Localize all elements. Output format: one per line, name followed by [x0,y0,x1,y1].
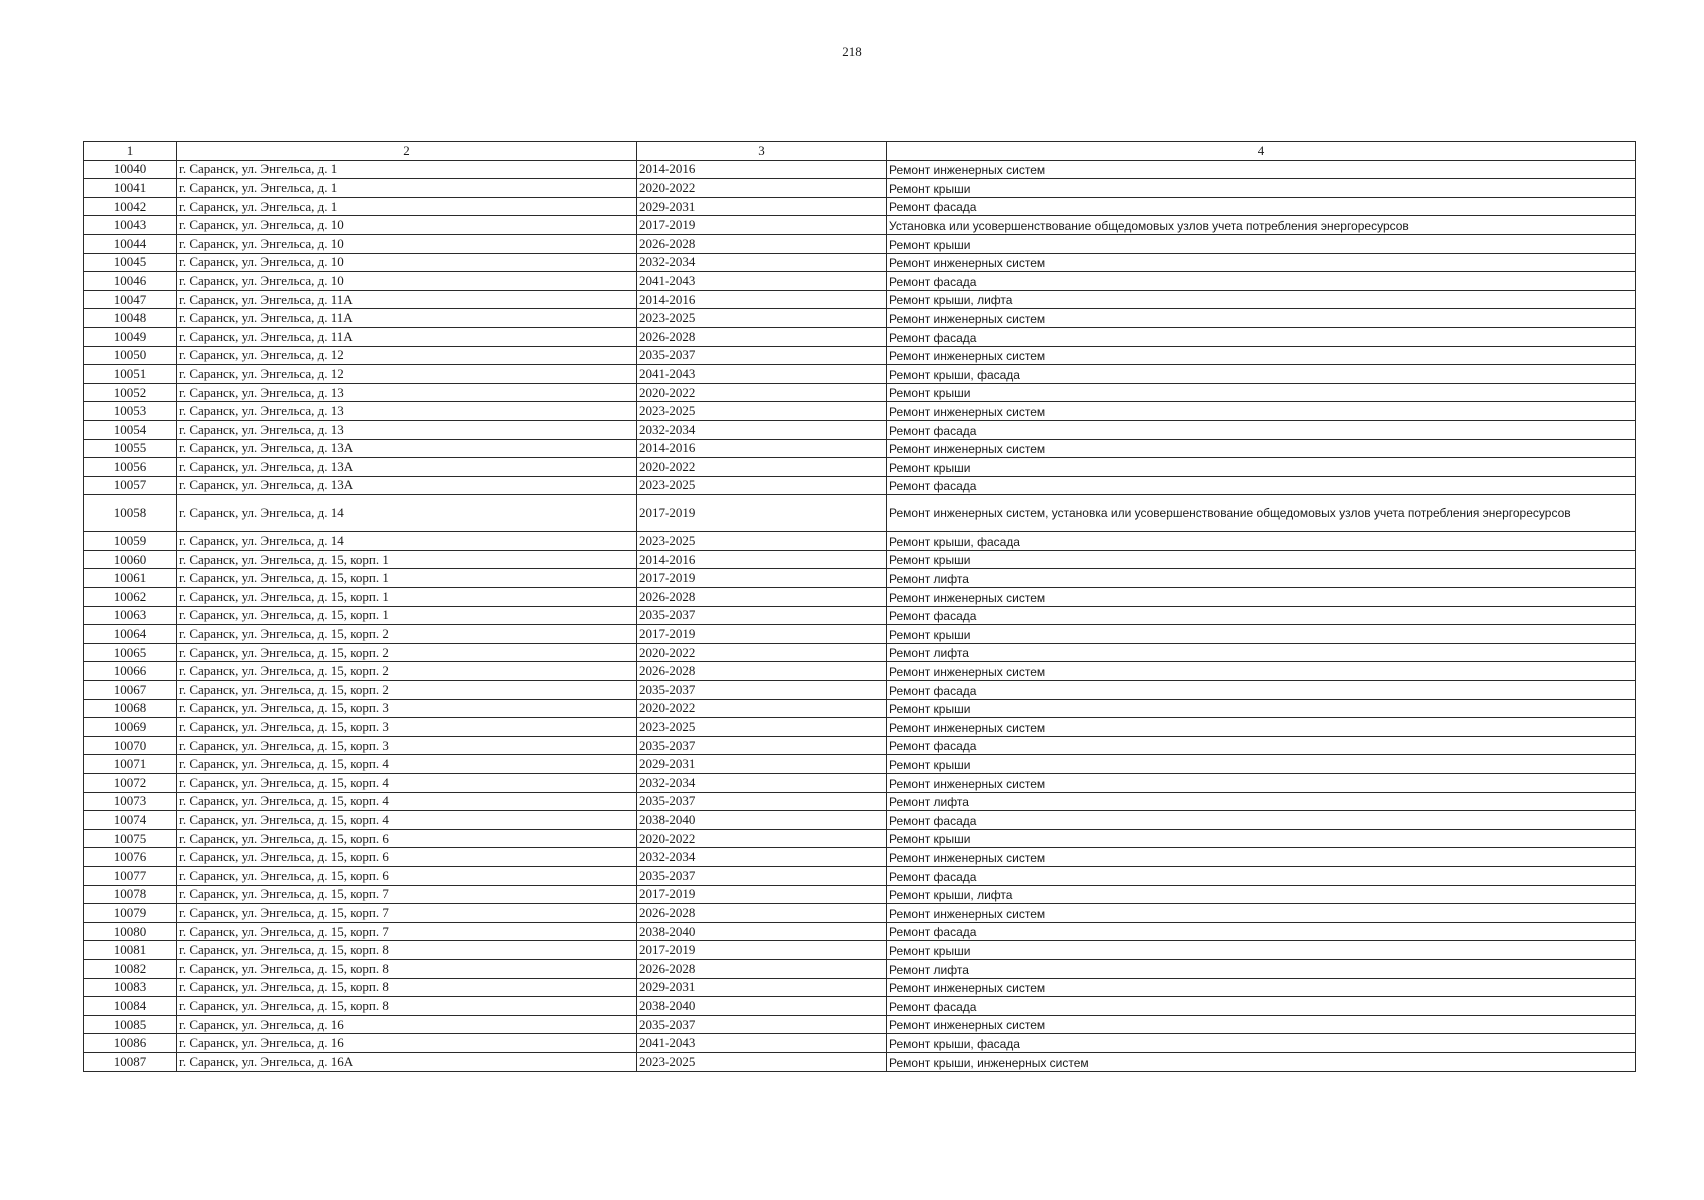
row-number-cell: 10062 [84,588,177,607]
row-number-cell: 10076 [84,848,177,867]
row-number-cell: 10040 [84,160,177,179]
table-row [84,402,1636,421]
row-number-cell: 10057 [84,476,177,495]
column-header: 1 [84,142,177,161]
address-cell: г. Саранск, ул. Энгельса, д. 15, корп. 1 [177,550,637,569]
table-row [84,904,1636,923]
period-cell: 2014-2016 [637,550,887,569]
period-cell: 2035-2037 [637,606,887,625]
period-cell: 2035-2037 [637,1015,887,1034]
work-type-cell: Ремонт лифта [887,959,1636,978]
period-cell: 2017-2019 [637,569,887,588]
row-number-cell: 10067 [84,681,177,700]
table-row [84,755,1636,774]
work-type-cell: Ремонт крыши, фасада [887,1034,1636,1053]
period-cell: 2026-2028 [637,904,887,923]
work-type-cell: Ремонт крыши [887,755,1636,774]
row-number-cell: 10055 [84,439,177,458]
address-cell: г. Саранск, ул. Энгельса, д. 15, корп. 3 [177,718,637,737]
address-cell: г. Саранск, ул. Энгельса, д. 14 [177,495,637,532]
address-cell: г. Саранск, ул. Энгельса, д. 15, корп. 1 [177,606,637,625]
period-cell: 2041-2043 [637,272,887,291]
work-type-cell: Ремонт инженерных систем [887,662,1636,681]
row-number-cell: 10050 [84,346,177,365]
address-cell: г. Саранск, ул. Энгельса, д. 11А [177,290,637,309]
address-cell: г. Саранск, ул. Энгельса, д. 15, корп. 2 [177,625,637,644]
table-row [84,309,1636,328]
address-cell: г. Саранск, ул. Энгельса, д. 16 [177,1034,637,1053]
row-number-cell: 10080 [84,922,177,941]
table-row [84,253,1636,272]
table-row [84,885,1636,904]
work-type-cell: Ремонт фасада [887,327,1636,346]
row-number-cell: 10081 [84,941,177,960]
address-cell: г. Саранск, ул. Энгельса, д. 15, корп. 8 [177,978,637,997]
column-header: 3 [637,142,887,161]
period-cell: 2041-2043 [637,365,887,384]
address-cell: г. Саранск, ул. Энгельса, д. 15, корп. 7 [177,922,637,941]
work-type-cell: Ремонт инженерных систем [887,848,1636,867]
address-cell: г. Саранск, ул. Энгельса, д. 11А [177,327,637,346]
address-cell: г. Саранск, ул. Энгельса, д. 15, корп. 3 [177,736,637,755]
row-number-cell: 10054 [84,420,177,439]
address-cell: г. Саранск, ул. Энгельса, д. 16 [177,1015,637,1034]
table-row [84,420,1636,439]
address-cell: г. Саранск, ул. Энгельса, д. 13А [177,439,637,458]
table-row [84,365,1636,384]
work-type-cell: Ремонт крыши [887,699,1636,718]
row-number-cell: 10049 [84,327,177,346]
row-number-cell: 10084 [84,997,177,1016]
work-type-cell: Ремонт фасада [887,420,1636,439]
address-cell: г. Саранск, ул. Энгельса, д. 1 [177,197,637,216]
table-row [84,699,1636,718]
row-number-cell: 10056 [84,458,177,477]
work-type-cell: Ремонт фасада [887,197,1636,216]
period-cell: 2023-2025 [637,532,887,551]
work-type-cell: Ремонт инженерных систем [887,588,1636,607]
period-cell: 2026-2028 [637,234,887,253]
table-row [84,272,1636,291]
work-type-cell: Ремонт лифта [887,569,1636,588]
period-cell: 2020-2022 [637,458,887,477]
address-cell: г. Саранск, ул. Энгельса, д. 1 [177,179,637,198]
row-number-cell: 10069 [84,718,177,737]
row-number-cell: 10065 [84,643,177,662]
work-type-cell: Ремонт лифта [887,792,1636,811]
work-type-cell: Ремонт фасада [887,272,1636,291]
period-cell: 2017-2019 [637,216,887,235]
address-cell: г. Саранск, ул. Энгельса, д. 15, корп. 4 [177,792,637,811]
address-cell: г. Саранск, ул. Энгельса, д. 14 [177,532,637,551]
row-number-cell: 10061 [84,569,177,588]
work-type-cell: Ремонт лифта [887,643,1636,662]
period-cell: 2017-2019 [637,885,887,904]
row-number-cell: 10075 [84,829,177,848]
table-row [84,829,1636,848]
table-row [84,383,1636,402]
work-type-cell: Ремонт крыши [887,625,1636,644]
address-cell: г. Саранск, ул. Энгельса, д. 15, корп. 6 [177,848,637,867]
work-type-cell: Ремонт инженерных систем [887,253,1636,272]
table-row [84,625,1636,644]
work-type-cell: Ремонт фасада [887,997,1636,1016]
work-type-cell: Ремонт крыши, фасада [887,365,1636,384]
work-type-cell: Ремонт инженерных систем [887,439,1636,458]
period-cell: 2035-2037 [637,736,887,755]
table-row [84,458,1636,477]
work-type-cell: Ремонт фасада [887,922,1636,941]
period-cell: 2035-2037 [637,866,887,885]
period-cell: 2017-2019 [637,495,887,532]
row-number-cell: 10082 [84,959,177,978]
row-number-cell: 10059 [84,532,177,551]
row-number-cell: 10079 [84,904,177,923]
work-type-cell: Ремонт фасада [887,811,1636,830]
period-cell: 2023-2025 [637,309,887,328]
work-type-cell: Ремонт инженерных систем [887,309,1636,328]
address-cell: г. Саранск, ул. Энгельса, д. 12 [177,346,637,365]
period-cell: 2038-2040 [637,997,887,1016]
address-cell: г. Саранск, ул. Энгельса, д. 15, корп. 7 [177,885,637,904]
address-cell: г. Саранск, ул. Энгельса, д. 15, корп. 6 [177,829,637,848]
header-row [84,142,1636,161]
period-cell: 2014-2016 [637,160,887,179]
work-type-cell: Ремонт крыши [887,941,1636,960]
work-type-cell: Ремонт инженерных систем [887,774,1636,793]
address-cell: г. Саранск, ул. Энгельса, д. 12 [177,365,637,384]
address-cell: г. Саранск, ул. Энгельса, д. 10 [177,253,637,272]
period-cell: 2035-2037 [637,681,887,700]
row-number-cell: 10070 [84,736,177,755]
work-type-cell: Ремонт крыши [887,179,1636,198]
address-cell: г. Саранск, ул. Энгельса, д. 15, корп. 2 [177,662,637,681]
table-row [84,978,1636,997]
row-number-cell: 10083 [84,978,177,997]
row-number-cell: 10078 [84,885,177,904]
row-number-cell: 10063 [84,606,177,625]
period-cell: 2017-2019 [637,941,887,960]
period-cell: 2026-2028 [637,662,887,681]
period-cell: 2029-2031 [637,755,887,774]
address-cell: г. Саранск, ул. Энгельса, д. 15, корп. 7 [177,904,637,923]
address-cell: г. Саранск, ул. Энгельса, д. 15, корп. 3 [177,699,637,718]
row-number-cell: 10077 [84,866,177,885]
table-row [84,1034,1636,1053]
table-row [84,476,1636,495]
table-row [84,234,1636,253]
work-type-cell: Установка или усовершенствование общедомовых узлов учета потребления энергоресурсов [887,216,1636,235]
row-number-cell: 10045 [84,253,177,272]
address-cell: г. Саранск, ул. Энгельса, д. 15, корп. 8 [177,959,637,978]
table-row [84,290,1636,309]
address-cell: г. Саранск, ул. Энгельса, д. 15, корп. 4 [177,755,637,774]
row-number-cell: 10051 [84,365,177,384]
table-body [84,160,1636,1071]
row-number-cell: 10087 [84,1052,177,1071]
period-cell: 2023-2025 [637,1052,887,1071]
address-cell: г. Саранск, ул. Энгельса, д. 16А [177,1052,637,1071]
work-type-cell: Ремонт крыши [887,458,1636,477]
address-cell: г. Саранск, ул. Энгельса, д. 15, корп. 2 [177,643,637,662]
table-row [84,606,1636,625]
period-cell: 2041-2043 [637,1034,887,1053]
address-cell: г. Саранск, ул. Энгельса, д. 10 [177,216,637,235]
row-number-cell: 10053 [84,402,177,421]
table-row [84,792,1636,811]
period-cell: 2035-2037 [637,346,887,365]
work-type-cell: Ремонт крыши [887,550,1636,569]
table-row [84,736,1636,755]
table-row [84,327,1636,346]
work-type-cell: Ремонт инженерных систем [887,160,1636,179]
table-row [84,959,1636,978]
table-row [84,941,1636,960]
work-type-cell: Ремонт крыши [887,383,1636,402]
address-cell: г. Саранск, ул. Энгельса, д. 1 [177,160,637,179]
address-cell: г. Саранск, ул. Энгельса, д. 15, корп. 1 [177,569,637,588]
period-cell: 2032-2034 [637,848,887,867]
row-number-cell: 10064 [84,625,177,644]
work-type-cell: Ремонт инженерных систем [887,1015,1636,1034]
work-type-cell: Ремонт фасада [887,476,1636,495]
address-cell: г. Саранск, ул. Энгельса, д. 15, корп. 8 [177,941,637,960]
table-row [84,1015,1636,1034]
period-cell: 2023-2025 [637,476,887,495]
row-number-cell: 10060 [84,550,177,569]
table-row [84,811,1636,830]
work-type-cell: Ремонт инженерных систем [887,978,1636,997]
period-cell: 2014-2016 [637,290,887,309]
period-cell: 2032-2034 [637,253,887,272]
table-row [84,216,1636,235]
row-number-cell: 10047 [84,290,177,309]
work-type-cell: Ремонт инженерных систем, установка или усовершенствование общедомовых узлов учета потребления энергоресурсов [887,495,1636,532]
period-cell: 2017-2019 [637,625,887,644]
table-row [84,495,1636,532]
address-cell: г. Саранск, ул. Энгельса, д. 15, корп. 4 [177,774,637,793]
column-header: 4 [887,142,1636,161]
period-cell: 2026-2028 [637,327,887,346]
column-header: 2 [177,142,637,161]
work-type-cell: Ремонт инженерных систем [887,402,1636,421]
period-cell: 2029-2031 [637,978,887,997]
period-cell: 2038-2040 [637,922,887,941]
row-number-cell: 10068 [84,699,177,718]
work-type-cell: Ремонт крыши, лифта [887,885,1636,904]
period-cell: 2023-2025 [637,718,887,737]
period-cell: 2029-2031 [637,197,887,216]
row-number-cell: 10074 [84,811,177,830]
work-type-cell: Ремонт крыши, инженерных систем [887,1052,1636,1071]
period-cell: 2020-2022 [637,643,887,662]
work-type-cell: Ремонт инженерных систем [887,718,1636,737]
work-type-cell: Ремонт крыши [887,234,1636,253]
table-row [84,160,1636,179]
row-number-cell: 10042 [84,197,177,216]
repair-schedule-table [83,141,1636,1072]
work-type-cell: Ремонт инженерных систем [887,904,1636,923]
row-number-cell: 10046 [84,272,177,291]
period-cell: 2020-2022 [637,179,887,198]
work-type-cell: Ремонт фасада [887,606,1636,625]
table-row [84,1052,1636,1071]
work-type-cell: Ремонт крыши, фасада [887,532,1636,551]
table-row [84,681,1636,700]
address-cell: г. Саранск, ул. Энгельса, д. 10 [177,234,637,253]
period-cell: 2032-2034 [637,420,887,439]
table-row [84,550,1636,569]
period-cell: 2020-2022 [637,829,887,848]
table-row [84,774,1636,793]
row-number-cell: 10048 [84,309,177,328]
row-number-cell: 10058 [84,495,177,532]
table-row [84,346,1636,365]
table-row [84,643,1636,662]
table-row [84,588,1636,607]
work-type-cell: Ремонт крыши [887,829,1636,848]
period-cell: 2038-2040 [637,811,887,830]
period-cell: 2023-2025 [637,402,887,421]
address-cell: г. Саранск, ул. Энгельса, д. 10 [177,272,637,291]
table-row [84,179,1636,198]
work-type-cell: Ремонт инженерных систем [887,346,1636,365]
table-row [84,197,1636,216]
period-cell: 2032-2034 [637,774,887,793]
page-number: 218 [842,44,862,59]
table-row [84,866,1636,885]
period-cell: 2020-2022 [637,699,887,718]
address-cell: г. Саранск, ул. Энгельса, д. 15, корп. 2 [177,681,637,700]
address-cell: г. Саранск, ул. Энгельса, д. 13 [177,420,637,439]
table-row [84,439,1636,458]
address-cell: г. Саранск, ул. Энгельса, д. 15, корп. 1 [177,588,637,607]
period-cell: 2035-2037 [637,792,887,811]
row-number-cell: 10066 [84,662,177,681]
work-type-cell: Ремонт крыши, лифта [887,290,1636,309]
address-cell: г. Саранск, ул. Энгельса, д. 13А [177,458,637,477]
address-cell: г. Саранск, ул. Энгельса, д. 13А [177,476,637,495]
period-cell: 2026-2028 [637,588,887,607]
period-cell: 2020-2022 [637,383,887,402]
table-row [84,662,1636,681]
address-cell: г. Саранск, ул. Энгельса, д. 13 [177,383,637,402]
row-number-cell: 10071 [84,755,177,774]
table-row [84,997,1636,1016]
address-cell: г. Саранск, ул. Энгельса, д. 13 [177,402,637,421]
period-cell: 2014-2016 [637,439,887,458]
row-number-cell: 10052 [84,383,177,402]
table-row [84,569,1636,588]
address-cell: г. Саранск, ул. Энгельса, д. 15, корп. 4 [177,811,637,830]
work-type-cell: Ремонт фасада [887,866,1636,885]
period-cell: 2026-2028 [637,959,887,978]
row-number-cell: 10086 [84,1034,177,1053]
work-type-cell: Ремонт фасада [887,681,1636,700]
row-number-cell: 10041 [84,179,177,198]
table-row [84,848,1636,867]
row-number-cell: 10044 [84,234,177,253]
work-type-cell: Ремонт фасада [887,736,1636,755]
row-number-cell: 10073 [84,792,177,811]
row-number-cell: 10085 [84,1015,177,1034]
table-row [84,532,1636,551]
table-row [84,718,1636,737]
row-number-cell: 10072 [84,774,177,793]
address-cell: г. Саранск, ул. Энгельса, д. 15, корп. 6 [177,866,637,885]
row-number-cell: 10043 [84,216,177,235]
address-cell: г. Саранск, ул. Энгельса, д. 11А [177,309,637,328]
address-cell: г. Саранск, ул. Энгельса, д. 15, корп. 8 [177,997,637,1016]
table-row [84,922,1636,941]
